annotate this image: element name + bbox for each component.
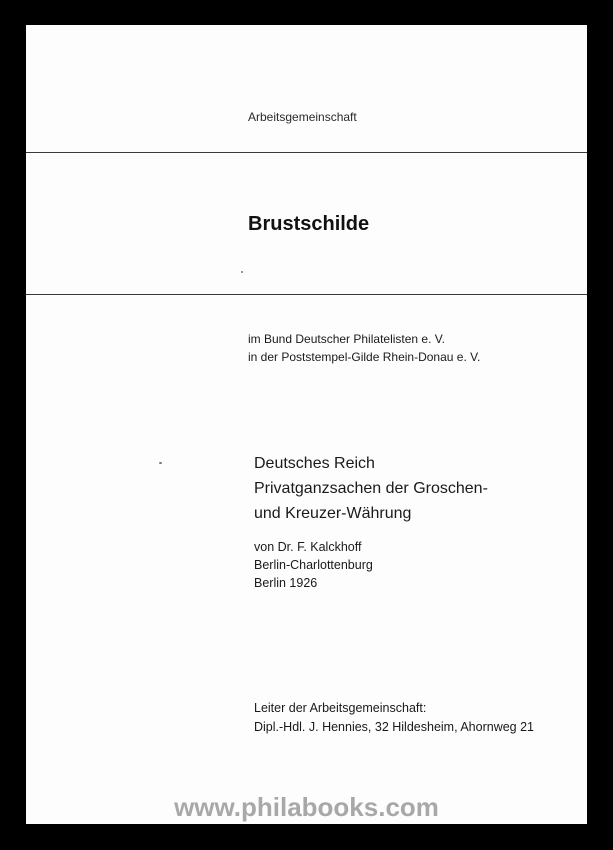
author-line: von Dr. F. Kalckhoff <box>254 540 362 554</box>
affiliation-line: im Bund Deutscher Philatelisten e. V. <box>248 332 445 346</box>
affiliation-line: in der Poststempel-Gilde Rhein-Donau e. V. <box>248 350 481 364</box>
book-title-line: Privatganzsachen der Groschen- <box>254 480 488 497</box>
top-divider <box>26 152 587 153</box>
paper-speck <box>159 462 162 464</box>
watermark-url: www.philabooks.com <box>174 792 439 822</box>
author-line: Berlin 1926 <box>254 576 318 590</box>
leader-line: Dipl.-Hdl. J. Hennies, 32 Hildesheim, Ahornweg 21 <box>254 720 534 734</box>
author-line: Berlin-Charlottenburg <box>254 558 373 572</box>
header-text: Arbeitsgemeinschaft <box>248 110 357 124</box>
document-title: Brustschilde <box>248 213 370 235</box>
leader-line: Leiter der Arbeitsgemeinschaft: <box>254 701 427 715</box>
document-page <box>26 25 587 824</box>
paper-speck <box>241 271 243 273</box>
book-title-line: Deutsches Reich <box>254 455 375 472</box>
book-title-line: und Kreuzer-Währung <box>254 505 412 522</box>
bottom-divider <box>26 294 587 295</box>
